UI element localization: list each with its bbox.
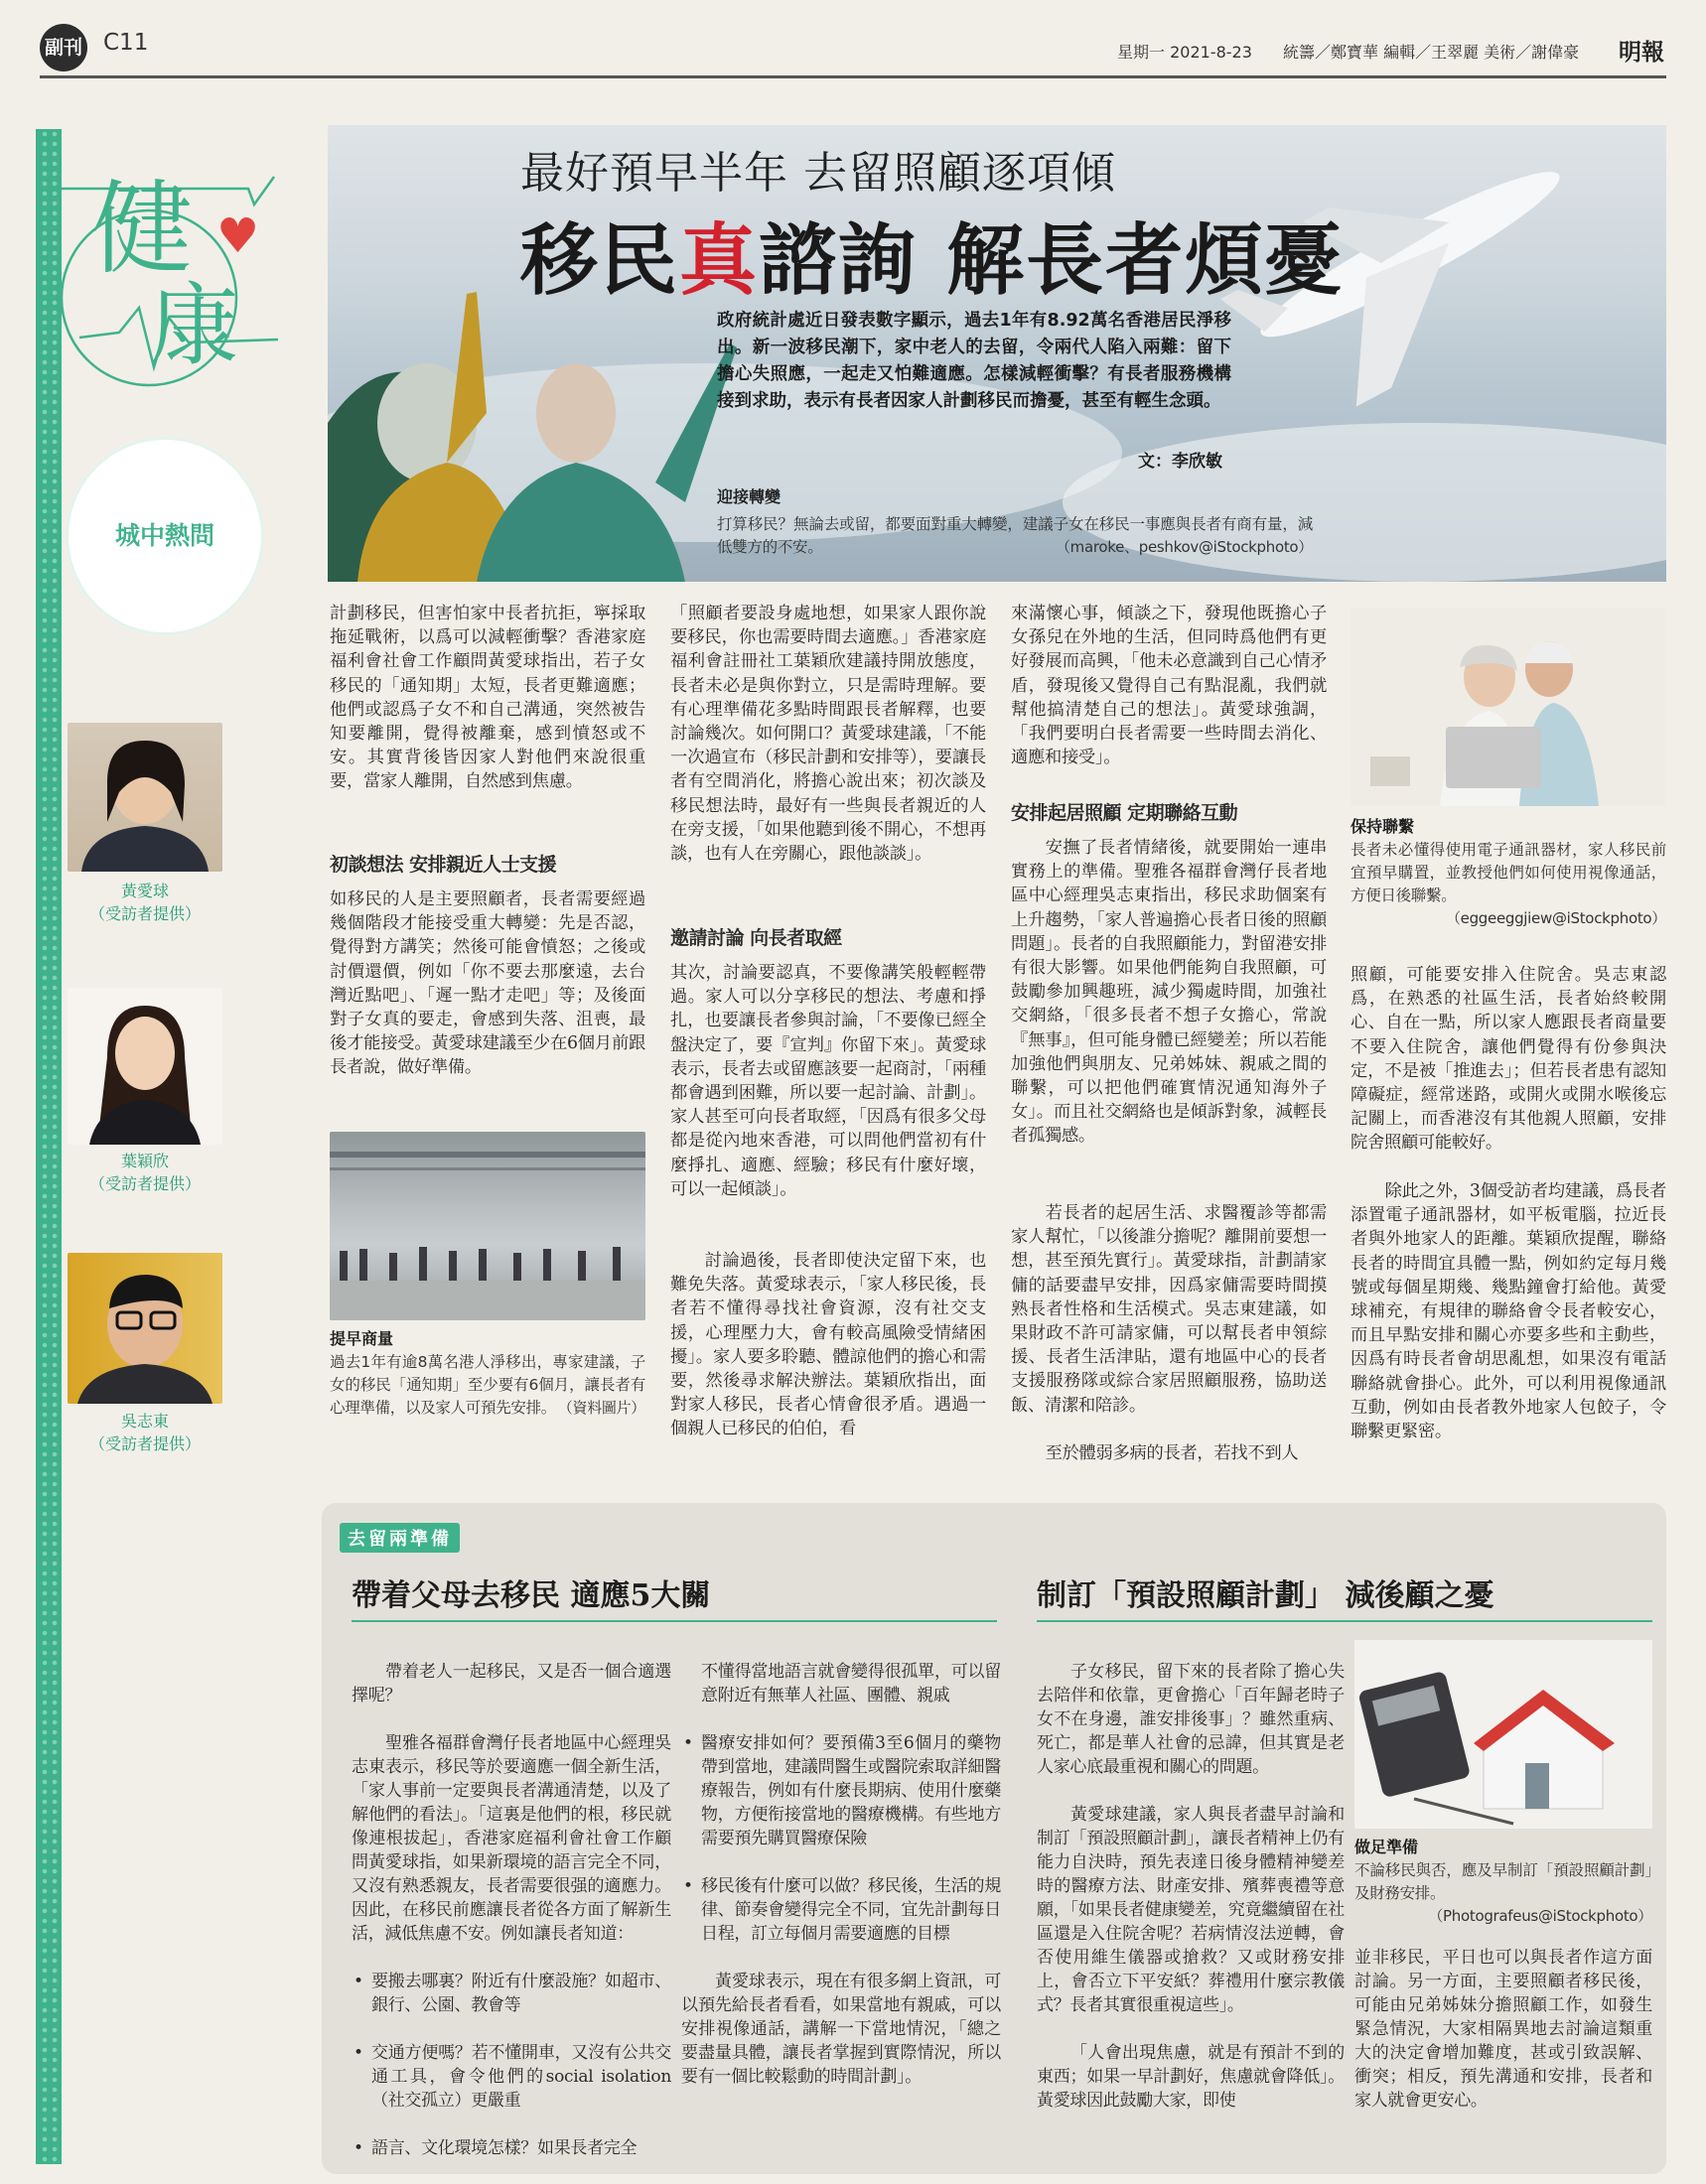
hero-kicker: 最好預早半年 去留照顧逐項傾 <box>520 148 1116 199</box>
article-col4-p1: 照顧，可能要安排入住院舍。吳志東認爲，在熟悉的社區生活，長者始終較開心、自在一點，所以家人應跟長者商量要不要入住院舍，讓他們覺得有份參與決定，不是被「推進去」；但若長者患有認知障礙症，經常迷路，或開火或開水喉後忘記關上，而香港沒有其他親人照顧，安排院舍照顧可能較好。 <box>1351 965 1666 1154</box>
brand-char-jian: 健 <box>91 171 193 289</box>
hero-caption-title: 迎接轉變 <box>717 487 782 506</box>
video-call-photo <box>1351 608 1666 806</box>
box-rc1 <box>1037 1636 1345 2136</box>
portrait-yip <box>68 988 222 1145</box>
hero-caption-credit: （maroke、peshkov@iStockphoto） <box>1055 538 1313 556</box>
box-rc1-p1: 子女移民，留下來的長者除了擔心失去陪伴和依靠，更會擔心「百年歸老時子女不在身邊，誰安排後事」？雖然重病、死亡，都是華人社會的忌諱，但其實是老人家心底最重視和關心的問題。 <box>1037 1662 1345 1777</box>
box-lc1 <box>352 1636 671 2184</box>
airport-caption <box>330 1328 645 1420</box>
hero-title <box>520 199 1344 310</box>
hero-caption <box>717 486 1313 559</box>
box-tag: 去留兩準備 <box>340 1523 460 1553</box>
hero-lead: 政府統計處近日發表數字顯示，過去1年有8.92萬名香港居民淨移出。新一波移民潮下，家中老人的去留，令兩代人陷入兩難：留下擔心失照應，一起走又怕難適應。怎樣減輕衝擊？有長者服務機構接到求助，表示有長者因家人計劃移民而擔憂，甚至有輕生念頭。 <box>717 311 1231 411</box>
newspaper-logo: 明報 <box>1619 39 1664 66</box>
sidebar-brand <box>40 129 296 397</box>
airport-caption-text: 過去1年有逾8萬名港人淨移出，專家建議，子女的移民「通知期」至少要有6個月，讓長者有心理準備，以及家人可預先安排。 <box>330 1353 645 1417</box>
box-title-divider <box>352 1620 997 1622</box>
box-rc2: 並非移民，平日也可以與長者作這方面討論。另一方面，主要照顧者移民後，可能由兄弟姊妹分擔照顧工作，如發生緊急情況，大家相隔異地去討論這類重大的決定會增加難度，甚或引致誤解、衝突；相反，預先溝通和安排，長者和家人就會更安心。 <box>1354 1948 1652 2111</box>
planning-caption <box>1354 1837 1652 1928</box>
page-number: C11 <box>103 30 149 56</box>
planning-caption-text: 不論移民與否，應及早制訂「預設照顧計劃」及財務安排。 <box>1354 1861 1652 1902</box>
box-lc1-bullet-1: • 要搬去哪裏？附近有什麼設施？如超市、銀行、公園、教會等 <box>352 1970 671 2017</box>
box-lc1-bullet-3: • 語言、文化環境怎樣？如果長者完全 <box>352 2136 671 2160</box>
staff-credits: 統籌／鄭寶華 編輯／王翠麗 美術／謝偉豪 <box>1283 43 1580 62</box>
article-col1-p1: 計劃移民，但害怕家中長者抗拒，寧採取拖延戰術，以爲可以減輕衝擊？香港家庭福利會社會工作顧問黃愛球指出，若子女移民的「通知期」太短，長者更難適應；他們或認爲子女不和自己溝通，突然被告知要離開，覺得被離棄，感到憤怒或不安。其實背後皆因家人對他們來說很重要，當家人離開，自然感到焦慮。 <box>330 604 645 792</box>
airport-caption-credit: （資料圖片） <box>557 1399 645 1417</box>
box-lc2-bullet-2: • 移民後有什麼可以做？移民後，生活的規律、節奏會變得完全不同，宜先計劃每日日程，訂立每個月需要適應的目標 <box>681 1874 1001 1946</box>
header-rule <box>40 75 1666 78</box>
article-col3-p1: 來滿懷心事，傾談之下，發現他既擔心子女孫兒在外地的生活，但同時爲他們有更好發展而高興，「他未必意識到自己心情矛盾，發現後又覺得自己有點混亂，我們就幫他搞清楚自己的想法」。黃愛球強調，「我們要明白長者需要一些時間去消化、適應和接受」。 <box>1011 604 1327 768</box>
box-rc1-p3: 「人會出現焦慮，就是有預計不到的東西；如果一早計劃好，焦慮就會降低」。黃愛球因此鼓勵大家，即使 <box>1037 2043 1345 2111</box>
video-call-caption <box>1351 816 1666 930</box>
box-lc2-bullet-1: • 醫療安排如何？要預備3至6個月的藥物帶到當地，建議問醫生或醫院索取詳細醫療報告，例如有什麼長期病、使用什麼藥物，方便衔接當地的醫療機構。有些地方需要預先購買醫療保險 <box>681 1731 1001 1850</box>
hero-title-part1: 移民 <box>520 215 680 306</box>
date-line: 星期一 2021-8-23 <box>1117 43 1252 62</box>
box-rc1-p2: 黃愛球建議，家人與長者盡早討論和制訂「預設照顧計劃」，讓長者精神上仍有能力自決時，預先表達日後身體精神變差時的醫療方法、財產安排、殯葬喪禮等意願，「如果長者健康變差，究竟繼續留在社區還是入住院舍呢？若病情沒法逆轉，會否使用維生儀器或搶救？又或財務安排上，會否立下平安紙？葬禮用什麼宗教儀式？長者其實很重視這些」。 <box>1037 1805 1345 2015</box>
planning-photo <box>1354 1640 1652 1829</box>
page-header <box>0 0 1706 89</box>
section-badge: 副刊 <box>40 24 87 71</box>
article-col2-p3: 討論過後，長者即使決定留下來，也難免失落。黃愛球表示，「家人移民後，長者若不懂得尋找社會資源，沒有社交支援，心理壓力大，會有較高風險受情緒困擾」。家人要多聆聽、體諒他們的擔心和需要，然後尋求解決辦法。葉穎欣指出，面對家人移民，長者心情會很矛盾。遇過一個親人已移民的伯伯，看 <box>670 1251 986 1439</box>
article-col3-p2: 安撫了長者情緒後，就要開始一連串實務上的準備。聖雅各福群會灣仔長者地區中心經理吳志東指出，移民求助個案有上升趨勢，「家人普遍擔心長者日後的照顧問題」。長者的自我照顧能力，對留港安排有很大影響。如果他們能夠自我照顧，可鼓勵參加興趣班，減少獨處時間，加強社交網絡，「很多長者不想子女擔心，常說『無事』，但可能身體已經變差；所以若能加強他們與朋友、兄弟姊妹、親戚之間的聯繫，可以把他們確實情況通知海外子女」。而且社交網絡也是傾訴對象，減輕長者孤獨感。 <box>1011 838 1327 1147</box>
article-col4-p2: 除此之外，3個受訪者均建議，爲長者添置電子通訊器材，如平板電腦，拉近長者與外地家人的距離。葉穎欣提醒，聯絡長者的時間宜具體一點，例如約定每月幾號或每個星期幾、幾點鐘會打給他。黃愛球補充，有規律的聯絡會令長者較安心，而且早點安排和關心亦要多些和主動些，因爲有時長者會胡思亂想，如果沒有電話聯絡就會掛心。此外，可以利用視像通訊互動，例如由長者教外地家人包餃子，令聯繫更緊密。 <box>1351 1181 1666 1442</box>
box-lc2-p2: 黃愛球表示，現在有很多網上資訊，可以預先給長者看看，如果當地有親戚，可以安排視像通話，講解一下當地情況，「總之要盡量具體，讓長者掌握到實際情況，所以要有一個比較鬆動的時間計劃」。 <box>681 1972 1001 2087</box>
box-right-divider <box>1037 1620 1652 1622</box>
box-lc2 <box>681 1636 1001 2113</box>
article-subhead-1: 初談想法 安排親近人士支援 <box>330 854 557 876</box>
heart-icon: ♥ <box>216 208 260 264</box>
portrait-ng <box>68 1253 222 1404</box>
article-subhead-2: 邀請討論 向長者取經 <box>670 927 842 949</box>
hero-title-part3: 諮詢 解長者煩憂 <box>759 215 1345 306</box>
interviewee-2: 葉穎欣 （受訪者提供） <box>88 1152 201 1193</box>
video-call-caption-title: 保持聯繫 <box>1351 817 1415 836</box>
box-lc1-bullet-2: • 交通方便嗎？若不懂開車，又沒有公共交通工具，會令他們的social isolation（社交孤立）更嚴重 <box>352 2041 671 2113</box>
airport-photo <box>330 1132 645 1320</box>
planning-caption-title: 做足準備 <box>1354 1838 1419 1856</box>
portrait-wong <box>68 723 222 872</box>
hero-byline: 文：李欣敏 <box>1138 452 1222 472</box>
box-right-title: 制訂「預設照顧計劃」 減後顧之憂 <box>1037 1578 1494 1613</box>
article-col3-p3: 若長者的起居生活、求醫覆診等都需家人幫忙，「以後誰分擔呢？離開前要想一想，甚至預先實行」。黃愛球指，計劃請家傭的話要盡早安排，因爲家傭需要時間摸熟長者性格和生活模式。吳志東建議，如果財政不許可請家傭，可以幫長者申領綜援、長者生活津貼，還有地區中心的長者支援服務隊或綜合家居照顧服務，協助送飯、清潔和陪診。 <box>1011 1203 1327 1416</box>
sidebar-box <box>322 1503 1666 2174</box>
column-label-bubble <box>66 437 264 635</box>
box-lc1-p2: 聖雅各福群會灣仔長者地區中心經理吳志東表示，移民等於要適應一個全新生活，「家人事前一定要與長者溝通清楚，以及了解他們的看法」。「這裏是他們的根，移民就像連根拔起」，香港家庭福利會社會工作顧問黃愛球指，如果新環境的語言完全不同，又沒有熟悉親友，長者需要很强的適應力。因此，在移民前應讓長者從各方面了解新生活，減低焦慮不安。例如讓長者知道： <box>352 1733 671 1944</box>
box-lc1-p1: 帶着老人一起移民，又是否一個合適選擇呢？ <box>352 1662 671 1706</box>
interviewee-1: 黃愛球 （受訪者提供） <box>88 882 201 923</box>
box-lc2-p1: 不懂得當地語言就會變得很孤單，可以留意附近有無華人社區、團體、親戚 <box>701 1662 1001 1706</box>
article-subhead-3: 安排起居照顧 定期聯絡互動 <box>1011 802 1238 824</box>
article-col2-p1: 「照顧者要設身處地想，如果家人跟你說要移民，你也需要時間去適應。」香港家庭福利會註冊社工葉穎欣建議持開放態度，長者未必是與你對立，只是需時理解。要有心理準備花多點時間跟長者解釋，也要討論幾次。如何開口？黃愛球建議，「不能一次過宣布（移民計劃和安排等），要讓長者有空間消化，將擔心說出來；初次談及移民想法時，最好有一些與長者親近的人在旁支援，「如果他聽到後不開心，不想再談，也有人在旁關心，跟他談談」。 <box>670 604 986 865</box>
column-label: 城中熱問 <box>114 521 214 550</box>
interviewee-3: 吳志東 （受訪者提供） <box>88 1412 201 1453</box>
video-call-caption-credit: （eggeeggjiew@iStockphoto） <box>1445 909 1666 927</box>
article-col3-p4: 至於體弱多病的長者，若找不到人 <box>1045 1443 1299 1463</box>
video-call-caption-text: 長者未必懂得使用電子通訊器材，家人移民前宜預早購置，並教授他們如何使用視像通話，方便日後聯繫。 <box>1351 841 1666 904</box>
sidebar-dots <box>40 129 58 2164</box>
airport-caption-title: 提早商量 <box>330 1329 394 1348</box>
hero-caption-text: 打算移民？無論去或留，都要面對重大轉變，建議子女在移民一事應與長者有商有量，減低雙方的不安。 <box>717 515 1313 556</box>
article-col2-p2: 其次，討論要認真，不要像講笑般輕輕帶過。家人可以分享移民的想法、考慮和掙扎，也要讓長者參與討論，「不要像已經全盤決定了，要『宣判』你留下來」。黃愛球表示，長者去或留應該要一起商討，「兩種都會遇到困難，所以要一起討論、計劃」。家人甚至可向長者取經，「因爲有很多父母都是從內地來香港，可以問他們當初有什麼掙扎、適應、經驗；移民有什麼好壞，可以一起傾談」。 <box>670 963 986 1199</box>
brand-char-kang: 康 <box>149 274 238 378</box>
hero-title-highlight: 真 <box>679 215 760 306</box>
article-col1-p2: 如移民的人是主要照顧者，長者需要經過幾個階段才能接受重大轉變：先是否認，覺得對方講笑；然後可能會憤怒；之後或討價還價，例如「你不要去那麼遠，去台灣近點吧」、「遲一點才走吧」等；及後面對子女真的要走，會感到失落、沮喪，最後才能接受。黃愛球建議至少在6個月前跟長者說，做好準備。 <box>330 889 645 1078</box>
box-left-title: 帶着父母去移民 適應5大關 <box>352 1578 711 1613</box>
planning-caption-credit: （Photografeus@iStockphoto） <box>1428 1907 1652 1925</box>
